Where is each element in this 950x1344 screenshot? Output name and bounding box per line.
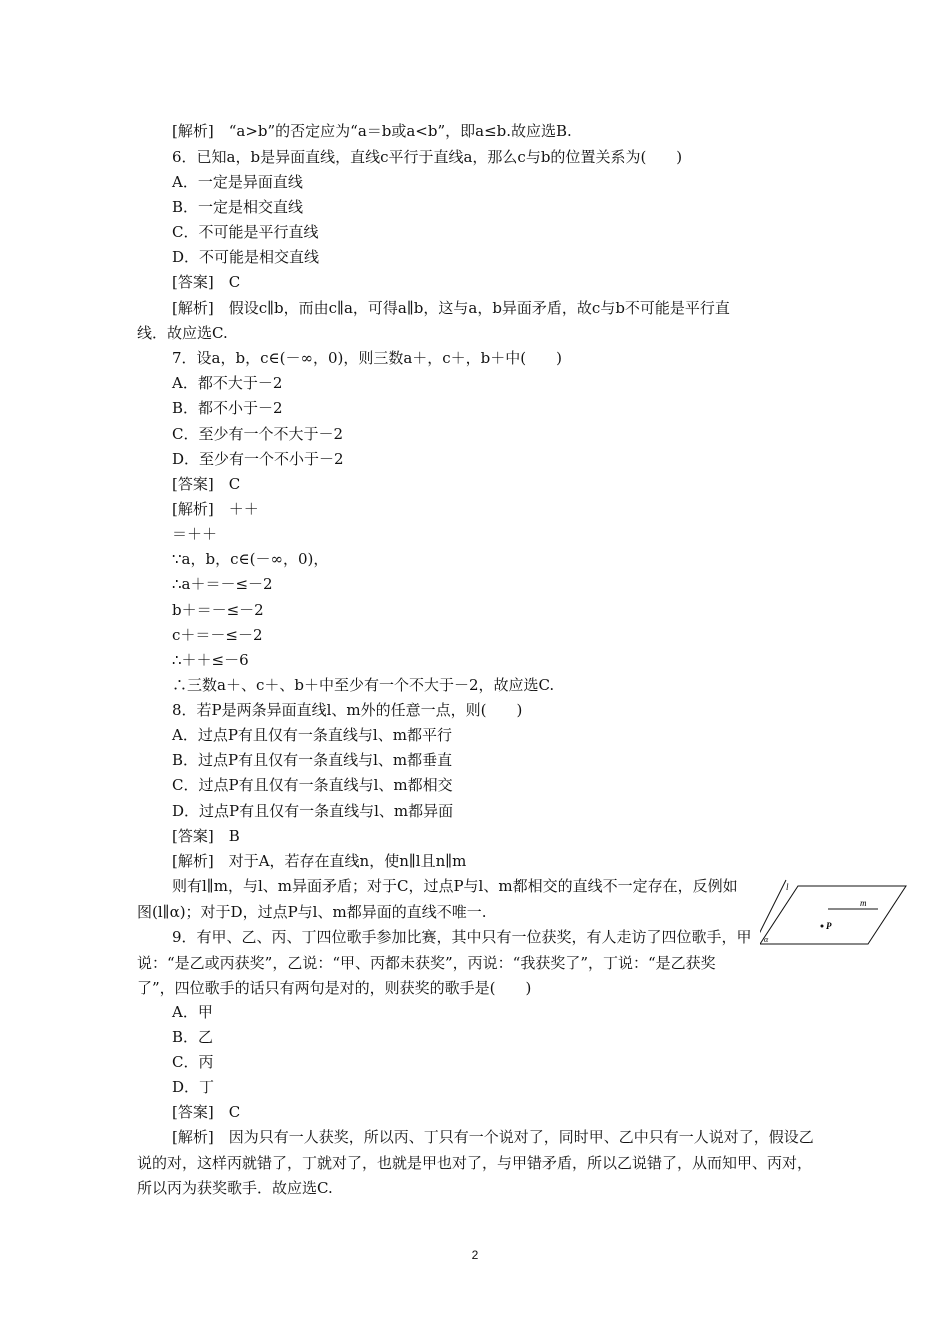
plane-figure [760, 878, 910, 950]
q7-derivation-5: c＋＝－≤－2 [172, 626, 263, 644]
q8-option-c: C．过点P有且仅有一条直线与l、m都相交 [172, 776, 453, 794]
line-l [760, 880, 786, 936]
q6-stem: 6．已知a，b是异面直线，直线c平行于直线a，那么c与b的位置关系为( ) [172, 148, 683, 166]
q7-option-a: A．都不大于－2 [172, 374, 283, 392]
label-alpha: α [764, 935, 769, 944]
q7-derivation-3: ∴a＋＝－≤－2 [172, 575, 273, 593]
page-number: 2 [471, 1248, 479, 1262]
q9-option-d: D．丁 [172, 1078, 215, 1096]
q8-option-b: B．过点P有且仅有一条直线与l、m都垂直 [172, 751, 453, 769]
q9-option-c: C．丙 [172, 1053, 214, 1071]
q8-option-d: D．过点P有且仅有一条直线与l、m都异面 [172, 802, 454, 820]
q7-explanation: [解析] ＋＋ [172, 500, 259, 518]
q6-answer: [答案] C [172, 273, 241, 291]
q6-explanation: [解析] 假设c∥b，而由c∥a，可得a∥b，这与a，b异面矛盾，故c与b不可能是平行直 [172, 299, 730, 317]
q8-option-a: A．过点P有且仅有一条直线与l、m都平行 [172, 726, 452, 744]
q8-explanation-cont: 则有l∥m，与l、m异面矛盾；对于C，过点P与l、m都相交的直线不一定存在，反例如图(l∥α)；对于D，过点P与l、m都异面的直线不唯一. [137, 877, 738, 921]
q7-derivation-2: ∵a，b，c∈(－∞，0)， [172, 550, 329, 568]
q7-option-c: C．至少有一个不大于－2 [172, 425, 344, 443]
q8-stem: 8．若P是两条异面直线l、m外的任意一点，则( ) [172, 701, 523, 719]
q9-stem: 9．有甲、乙、丙、丁四位歌手参加比赛，其中只有一位获奖，有人走访了四位歌手，甲说：“是乙或丙获奖”，乙说：“甲、丙都未获奖”，丙说：“我获奖了”，丁说：“是乙获奖了”，四位歌手的话只有两句是对的，则获奖的歌手是( ) [137, 928, 752, 997]
point-p [821, 925, 824, 928]
q5-explanation: [解析] “a>b”的否定应为“a＝b或a<b”，即a≤b.故应选B. [172, 122, 572, 140]
label-p: P [826, 921, 832, 931]
q7-derivation-6: ∴＋＋≤－6 [172, 651, 249, 669]
q6-explanation-cont: 线．故应选C. [137, 324, 228, 342]
q9-option-b: B．乙 [172, 1028, 214, 1046]
plane-alpha-outline [760, 886, 906, 944]
q6-option-d: D．不可能是相交直线 [172, 248, 320, 266]
q7-stem: 7．设a，b，c∈(－∞，0)，则三数a＋，c＋，b＋中( ) [172, 349, 562, 367]
label-m: m [860, 898, 867, 908]
q9-option-a: A．甲 [172, 1003, 213, 1021]
q6-option-b: B．一定是相交直线 [172, 198, 304, 216]
q7-answer: [答案] C [172, 475, 241, 493]
q9-explanation: [解析] 因为只有一人获奖，所以丙、丁只有一个说对了，同时甲、乙中只有一人说对了，假设乙说的对，这样丙就错了，丁就对了，也就是甲也对了，与甲错矛盾，所以乙说错了，从而知甲、丙对，所以丙为获奖歌手．故应选C. [137, 1128, 814, 1197]
q7-option-b: B．都不小于－2 [172, 399, 283, 417]
q8-answer: [答案] B [172, 827, 240, 845]
q9-explanation-block [137, 1125, 817, 1202]
q8-explanation: [解析] 对于A，若存在直线n，使n∥l且n∥m [172, 852, 467, 870]
q7-option-d: D．至少有一个不小于－2 [172, 450, 344, 468]
label-l: l [786, 882, 789, 892]
q6-option-a: A．一定是异面直线 [172, 173, 303, 191]
q8-explanation-block [137, 874, 752, 1002]
q7-derivation-4: b＋＝－≤－2 [172, 601, 264, 619]
q6-option-c: C．不可能是平行直线 [172, 223, 319, 241]
q9-answer: [答案] C [172, 1103, 241, 1121]
q7-derivation-1: ＝＋＋ [172, 525, 218, 543]
q7-conclusion: ∴三数a＋、c＋、b＋中至少有一个不大于－2，故应选C. [172, 676, 555, 694]
